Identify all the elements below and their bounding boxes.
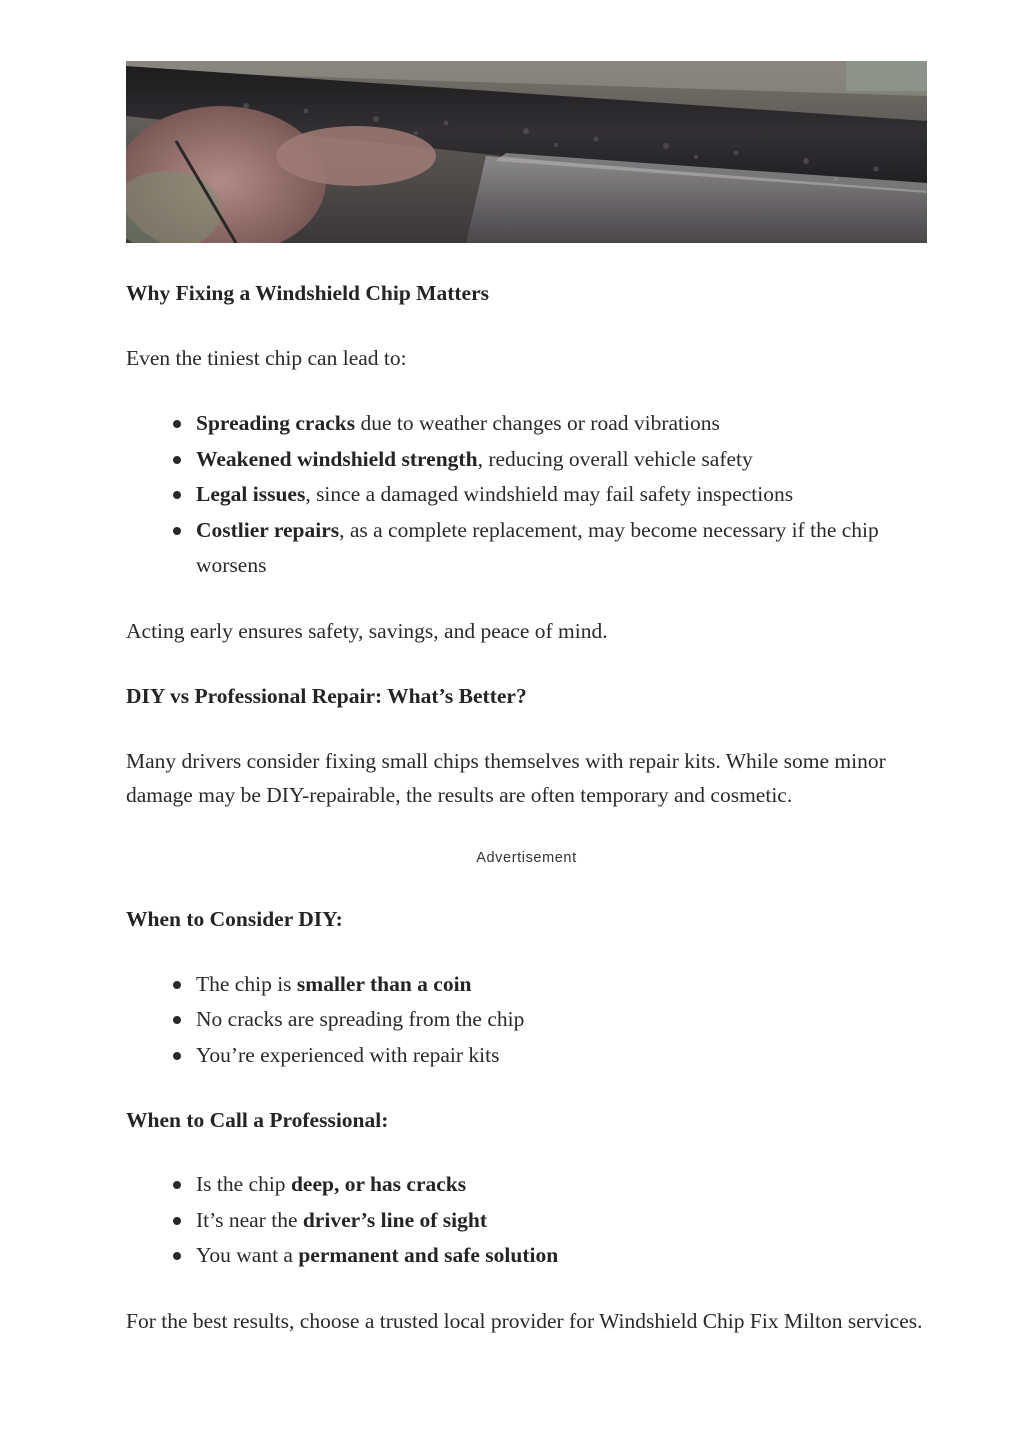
final-paragraph: For the best results, choose a trusted local provider for Windshield Chip Fix Milton services.	[126, 1308, 923, 1333]
why-intro: Even the tiniest chip can lead to:	[126, 346, 407, 370]
windshield-chip-photo	[126, 61, 927, 243]
section-heading-diy-vs-pro: DIY vs Professional Repair: What’s Better?	[126, 683, 527, 708]
list-item-text: , reducing overall vehicle safety	[477, 446, 753, 471]
list-item	[126, 1038, 927, 1074]
list-item	[126, 477, 927, 513]
list-item-bold: deep, or has cracks	[290, 1172, 467, 1196]
pro-list	[126, 1167, 927, 1274]
bullet-icon	[173, 1217, 181, 1225]
why-outro: Acting early ensures safety, savings, and peace of mind.	[126, 618, 608, 643]
diy-intro: Many drivers consider fixing small chips themselves with repair kits. While some minor damage may be DIY-repairable, the results are often temporary and cosmetic.	[126, 748, 886, 807]
bullet-icon	[173, 491, 181, 499]
list-item-text: You want a	[196, 1243, 299, 1267]
why-list	[126, 406, 927, 584]
bullet-icon	[173, 527, 181, 535]
bullet-icon	[173, 981, 181, 989]
bullet-icon	[173, 1016, 181, 1024]
list-item-bold: Weakened windshield strength	[196, 446, 478, 471]
list-item	[126, 406, 927, 442]
list-item	[126, 967, 927, 1003]
list-item-text: due to weather changes or road vibrations	[355, 411, 720, 435]
advertisement-label: Advertisement	[476, 849, 577, 866]
bullet-icon	[173, 1052, 181, 1060]
list-item	[126, 513, 927, 584]
list-item-bold: Spreading cracks	[196, 411, 356, 435]
list-item	[126, 1002, 927, 1038]
list-item-text: , as a complete replacement, may become necessary if the chip worsens	[196, 517, 879, 577]
list-item-text: , since a damaged windshield may fail safety inspections	[305, 482, 794, 506]
section-heading-why: Why Fixing a Windshield Chip Matters	[126, 281, 489, 305]
bullet-icon	[173, 456, 181, 464]
hero-image	[126, 61, 927, 243]
list-item	[126, 1238, 927, 1274]
list-item	[126, 442, 927, 478]
list-item-bold: permanent and safe solution	[298, 1243, 559, 1267]
list-item-text: You’re experienced with repair kits	[196, 1042, 500, 1067]
section-heading-consider-diy: When to Consider DIY:	[126, 906, 343, 931]
bullet-icon	[173, 1252, 181, 1260]
list-item-bold: smaller than a coin	[296, 971, 472, 996]
list-item-bold: Costlier repairs	[196, 517, 340, 542]
list-item	[126, 1203, 927, 1239]
list-item-text: No cracks are spreading from the chip	[196, 1007, 525, 1031]
list-item	[126, 1167, 927, 1203]
list-item-text: The chip is	[196, 971, 297, 996]
bullet-icon	[173, 420, 181, 428]
article-body	[126, 61, 927, 1338]
consider-list	[126, 967, 927, 1074]
list-item-text: It’s near the	[196, 1207, 303, 1232]
list-item-bold: Legal issues	[196, 482, 306, 506]
list-item-bold: driver’s line of sight	[302, 1207, 487, 1232]
section-heading-call-professional: When to Call a Professional:	[126, 1108, 389, 1132]
bullet-icon	[173, 1181, 181, 1189]
list-item-text: Is the chip	[196, 1172, 291, 1196]
